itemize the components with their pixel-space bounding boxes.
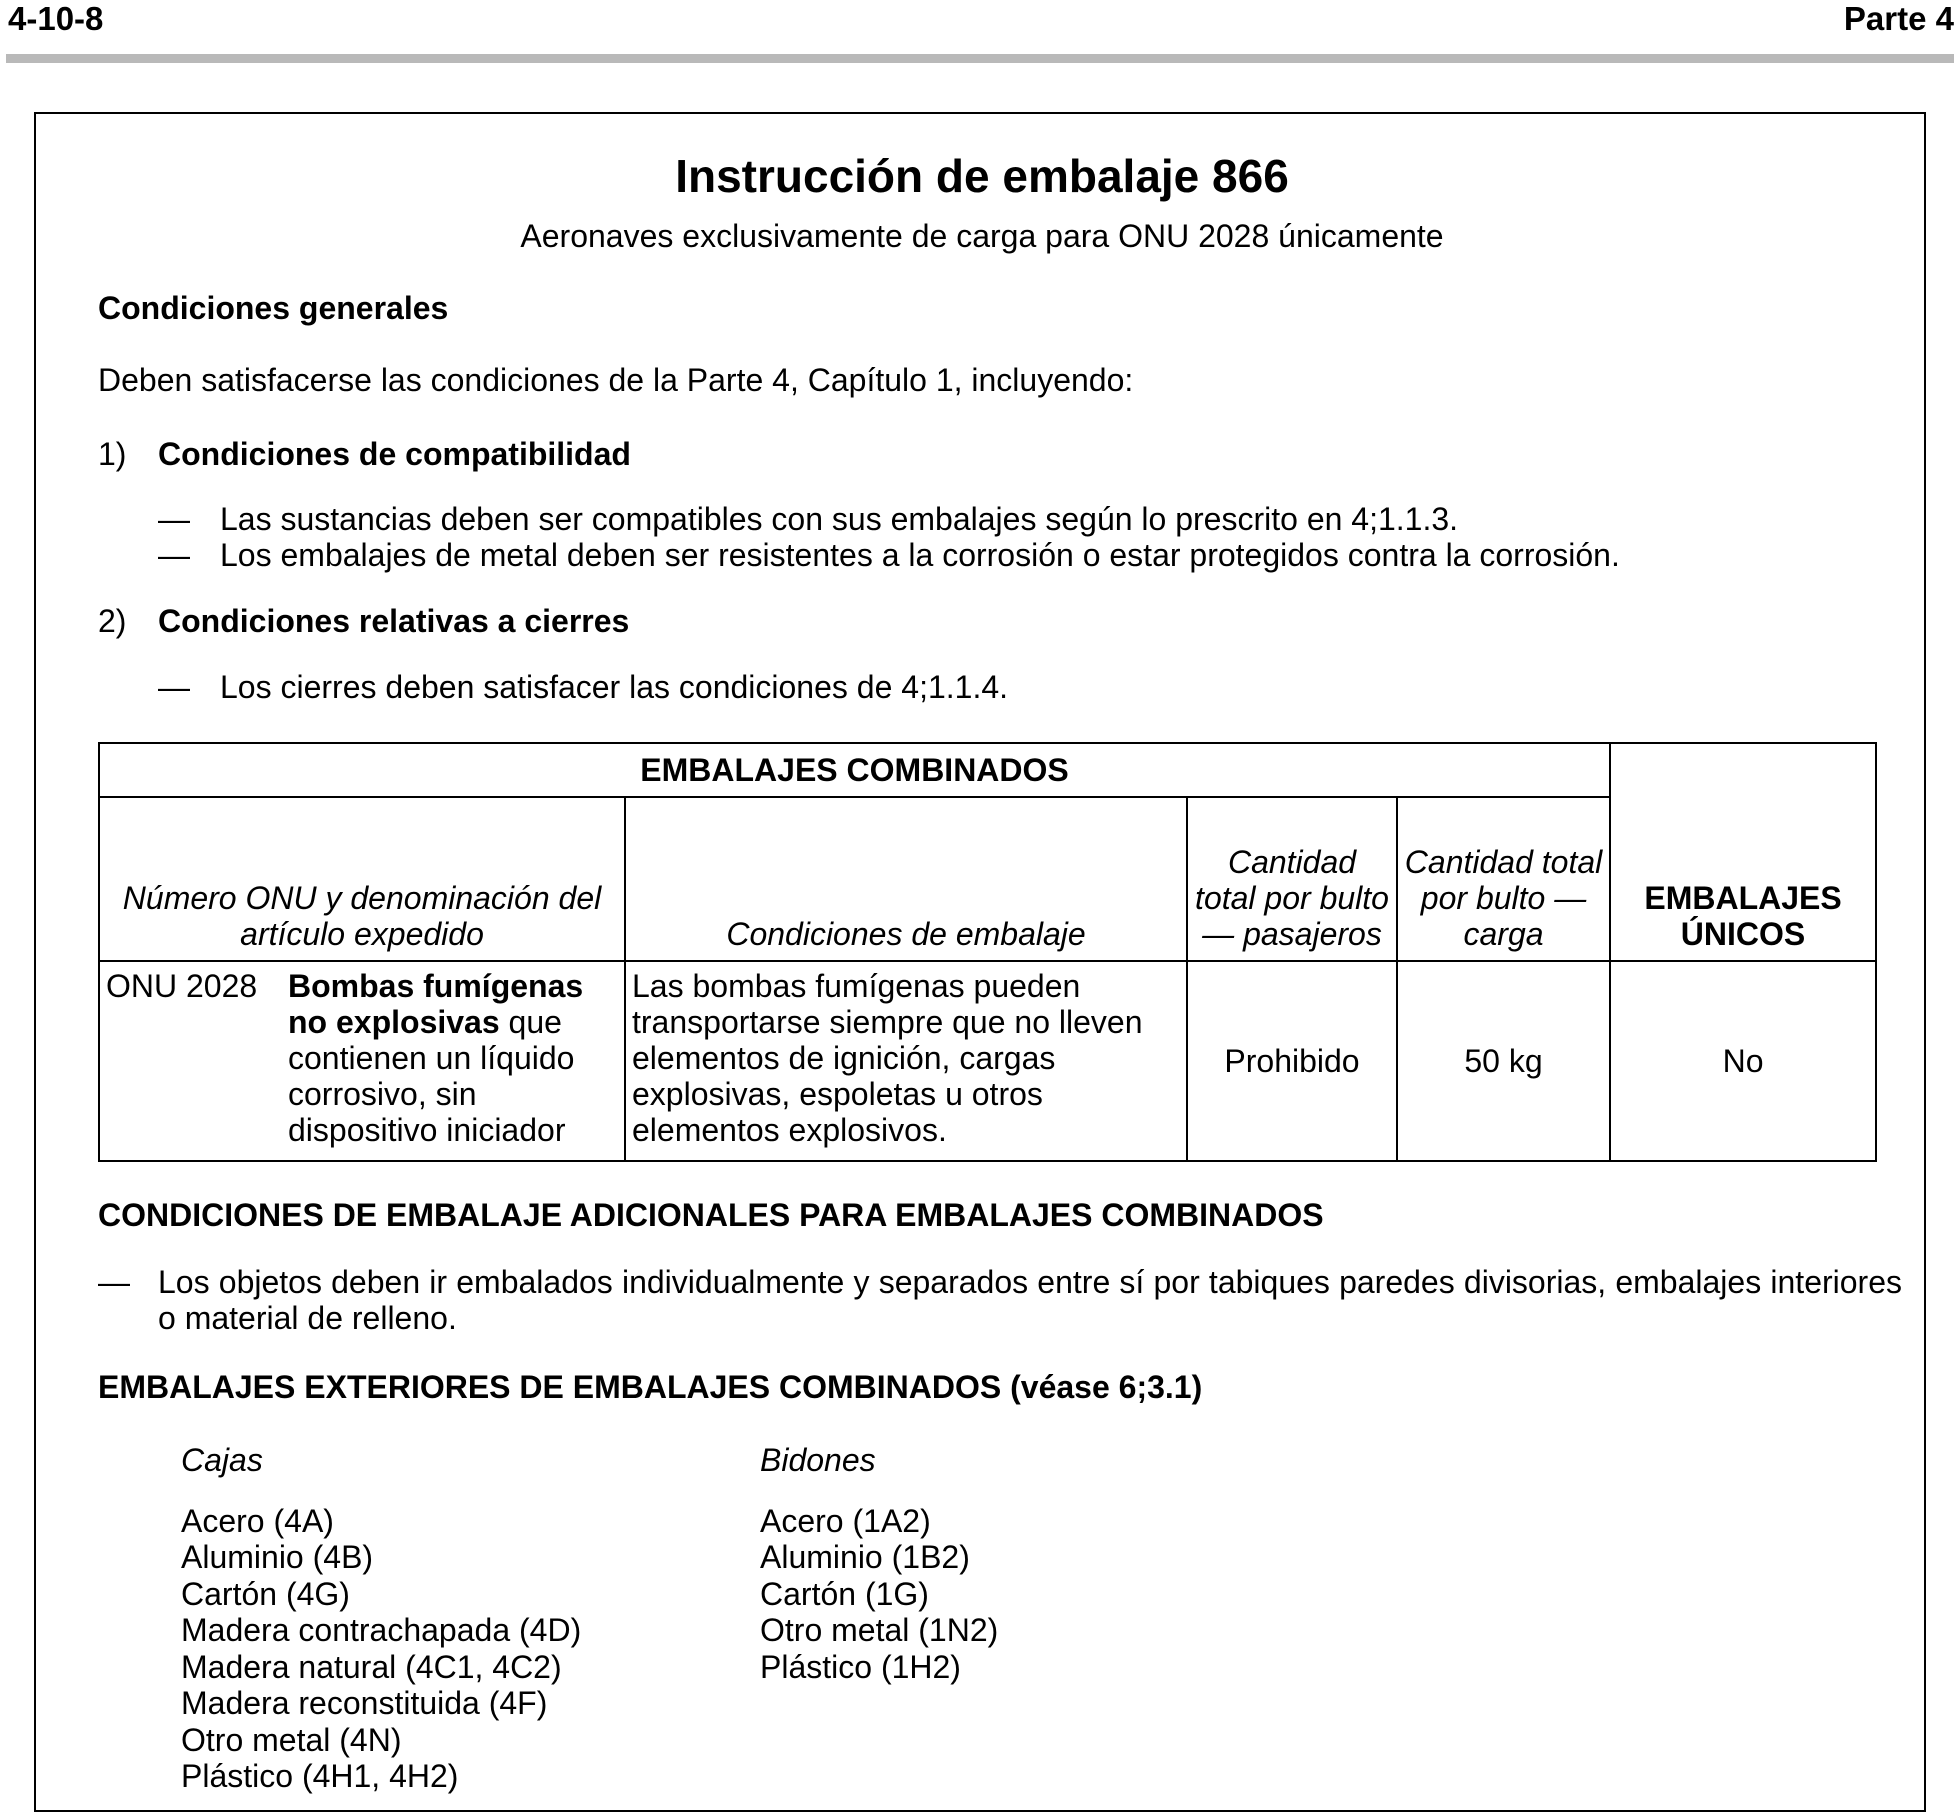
passenger-quantity-cell: Prohibido (1187, 961, 1397, 1161)
dash-marker: — (158, 501, 190, 537)
drums-list (760, 1442, 998, 1685)
combined-packaging-table (98, 742, 1877, 1162)
table-row (99, 961, 1876, 1161)
packing-instruction-frame (34, 112, 1926, 1812)
list-item: Madera contrachapada (4D) (181, 1612, 582, 1648)
single-packagings-cell: No (1610, 961, 1876, 1161)
dash-marker: — (98, 1264, 130, 1300)
dash-marker: — (158, 537, 190, 573)
boxes-list (181, 1442, 581, 1795)
drums-title: Bidones (760, 1442, 876, 1478)
un-number-cell (99, 961, 625, 1161)
dash-marker: — (158, 669, 190, 705)
page-header (6, 0, 1954, 63)
section-1-item-1 (158, 501, 1458, 538)
section-2-item-1 (158, 669, 1008, 706)
section-1-number: 1) (98, 436, 127, 472)
packing-conditions-column-header: Condiciones de embalaje (625, 797, 1187, 961)
section-1-heading: Condiciones de compatibilidad (158, 436, 631, 472)
outer-packagings-heading: EMBALAJES EXTERIORES DE EMBALAJES COMBINADOS (véase 6;3.1) (98, 1369, 1203, 1405)
general-conditions-intro: Deben satisfacerse las condiciones de la Parte 4, Capítulo 1, incluyendo: (98, 362, 1134, 398)
section-1-item-2 (158, 537, 1620, 574)
proper-shipping-name: Bombas fumígenas no explosivas (288, 968, 584, 1040)
list-item: Madera reconstituida (4F) (181, 1685, 548, 1721)
list-item: Otro metal (1N2) (760, 1612, 999, 1648)
cargo-quantity-cell: 50 kg (1397, 961, 1610, 1161)
un-number-column-header: Número ONU y denominación del artículo expedido (99, 797, 625, 961)
list-item: Aluminio (4B) (181, 1539, 374, 1575)
page-subtitle: Aeronaves exclusivamente de carga para ONU 2028 únicamente (520, 218, 1444, 254)
part-label: Parte 4 (1843, 0, 1954, 37)
passenger-quantity-column-header: Cantidad total por bulto — pasajeros (1187, 797, 1397, 961)
general-conditions-heading: Condiciones generales (98, 290, 449, 326)
list-item: Cartón (1G) (760, 1575, 929, 1612)
single-packagings-header: EMBALAJES ÚNICOS (1610, 743, 1876, 961)
list-item: Plástico (4H1, 4H2) (181, 1758, 459, 1794)
page-title: Instrucción de embalaje 866 (675, 150, 1289, 202)
section-2-heading: Condiciones relativas a cierres (158, 603, 630, 639)
section-2-number: 2) (98, 603, 127, 639)
additional-conditions-heading: CONDICIONES DE EMBALAJE ADICIONALES PARA EMBALAJES COMBINADOS (98, 1197, 1324, 1233)
additional-conditions-text: Los objetos deben ir embalados individualmente y separados entre sí por tabiques paredes divisorias, embalajes interiores o material de relleno. (158, 1264, 1902, 1336)
list-item: Madera natural (4C1, 4C2) (181, 1648, 562, 1685)
section-2-item-1-text: Los cierres deben satisfacer las condiciones de 4;1.1.4. (220, 669, 1009, 705)
page-number: 4-10-8 (8, 0, 104, 37)
cargo-quantity-column-header: Cantidad total por bulto — carga (1397, 797, 1610, 961)
list-item: Acero (1A2) (760, 1502, 931, 1539)
list-item: Cartón (4G) (181, 1575, 350, 1612)
packing-conditions-cell: Las bombas fumígenas pueden transportarse siempre que no lleven elementos de ignición, cargas explosivas, espoletas u otros elementos explosivos. (625, 961, 1187, 1161)
section-1-item-2-text: Los embalajes de metal deben ser resistentes a la corrosión o estar protegidos contra la corrosión. (220, 537, 1620, 573)
proper-shipping-name-description: que contienen un líquido corrosivo, sin dispositivo iniciador (288, 1004, 575, 1148)
list-item: Otro metal (4N) (181, 1721, 402, 1758)
combined-packagings-header: EMBALAJES COMBINADOS (99, 743, 1610, 797)
un-number: ONU 2028 (106, 968, 258, 1004)
section-1-item-1-text: Las sustancias deben ser compatibles con sus embalajes según lo prescrito en 4;1.1.3. (220, 501, 1459, 537)
list-item: Plástico (1H2) (760, 1648, 961, 1685)
boxes-title: Cajas (181, 1442, 263, 1478)
list-item: Acero (4A) (181, 1502, 334, 1539)
list-item: Aluminio (1B2) (760, 1539, 970, 1575)
